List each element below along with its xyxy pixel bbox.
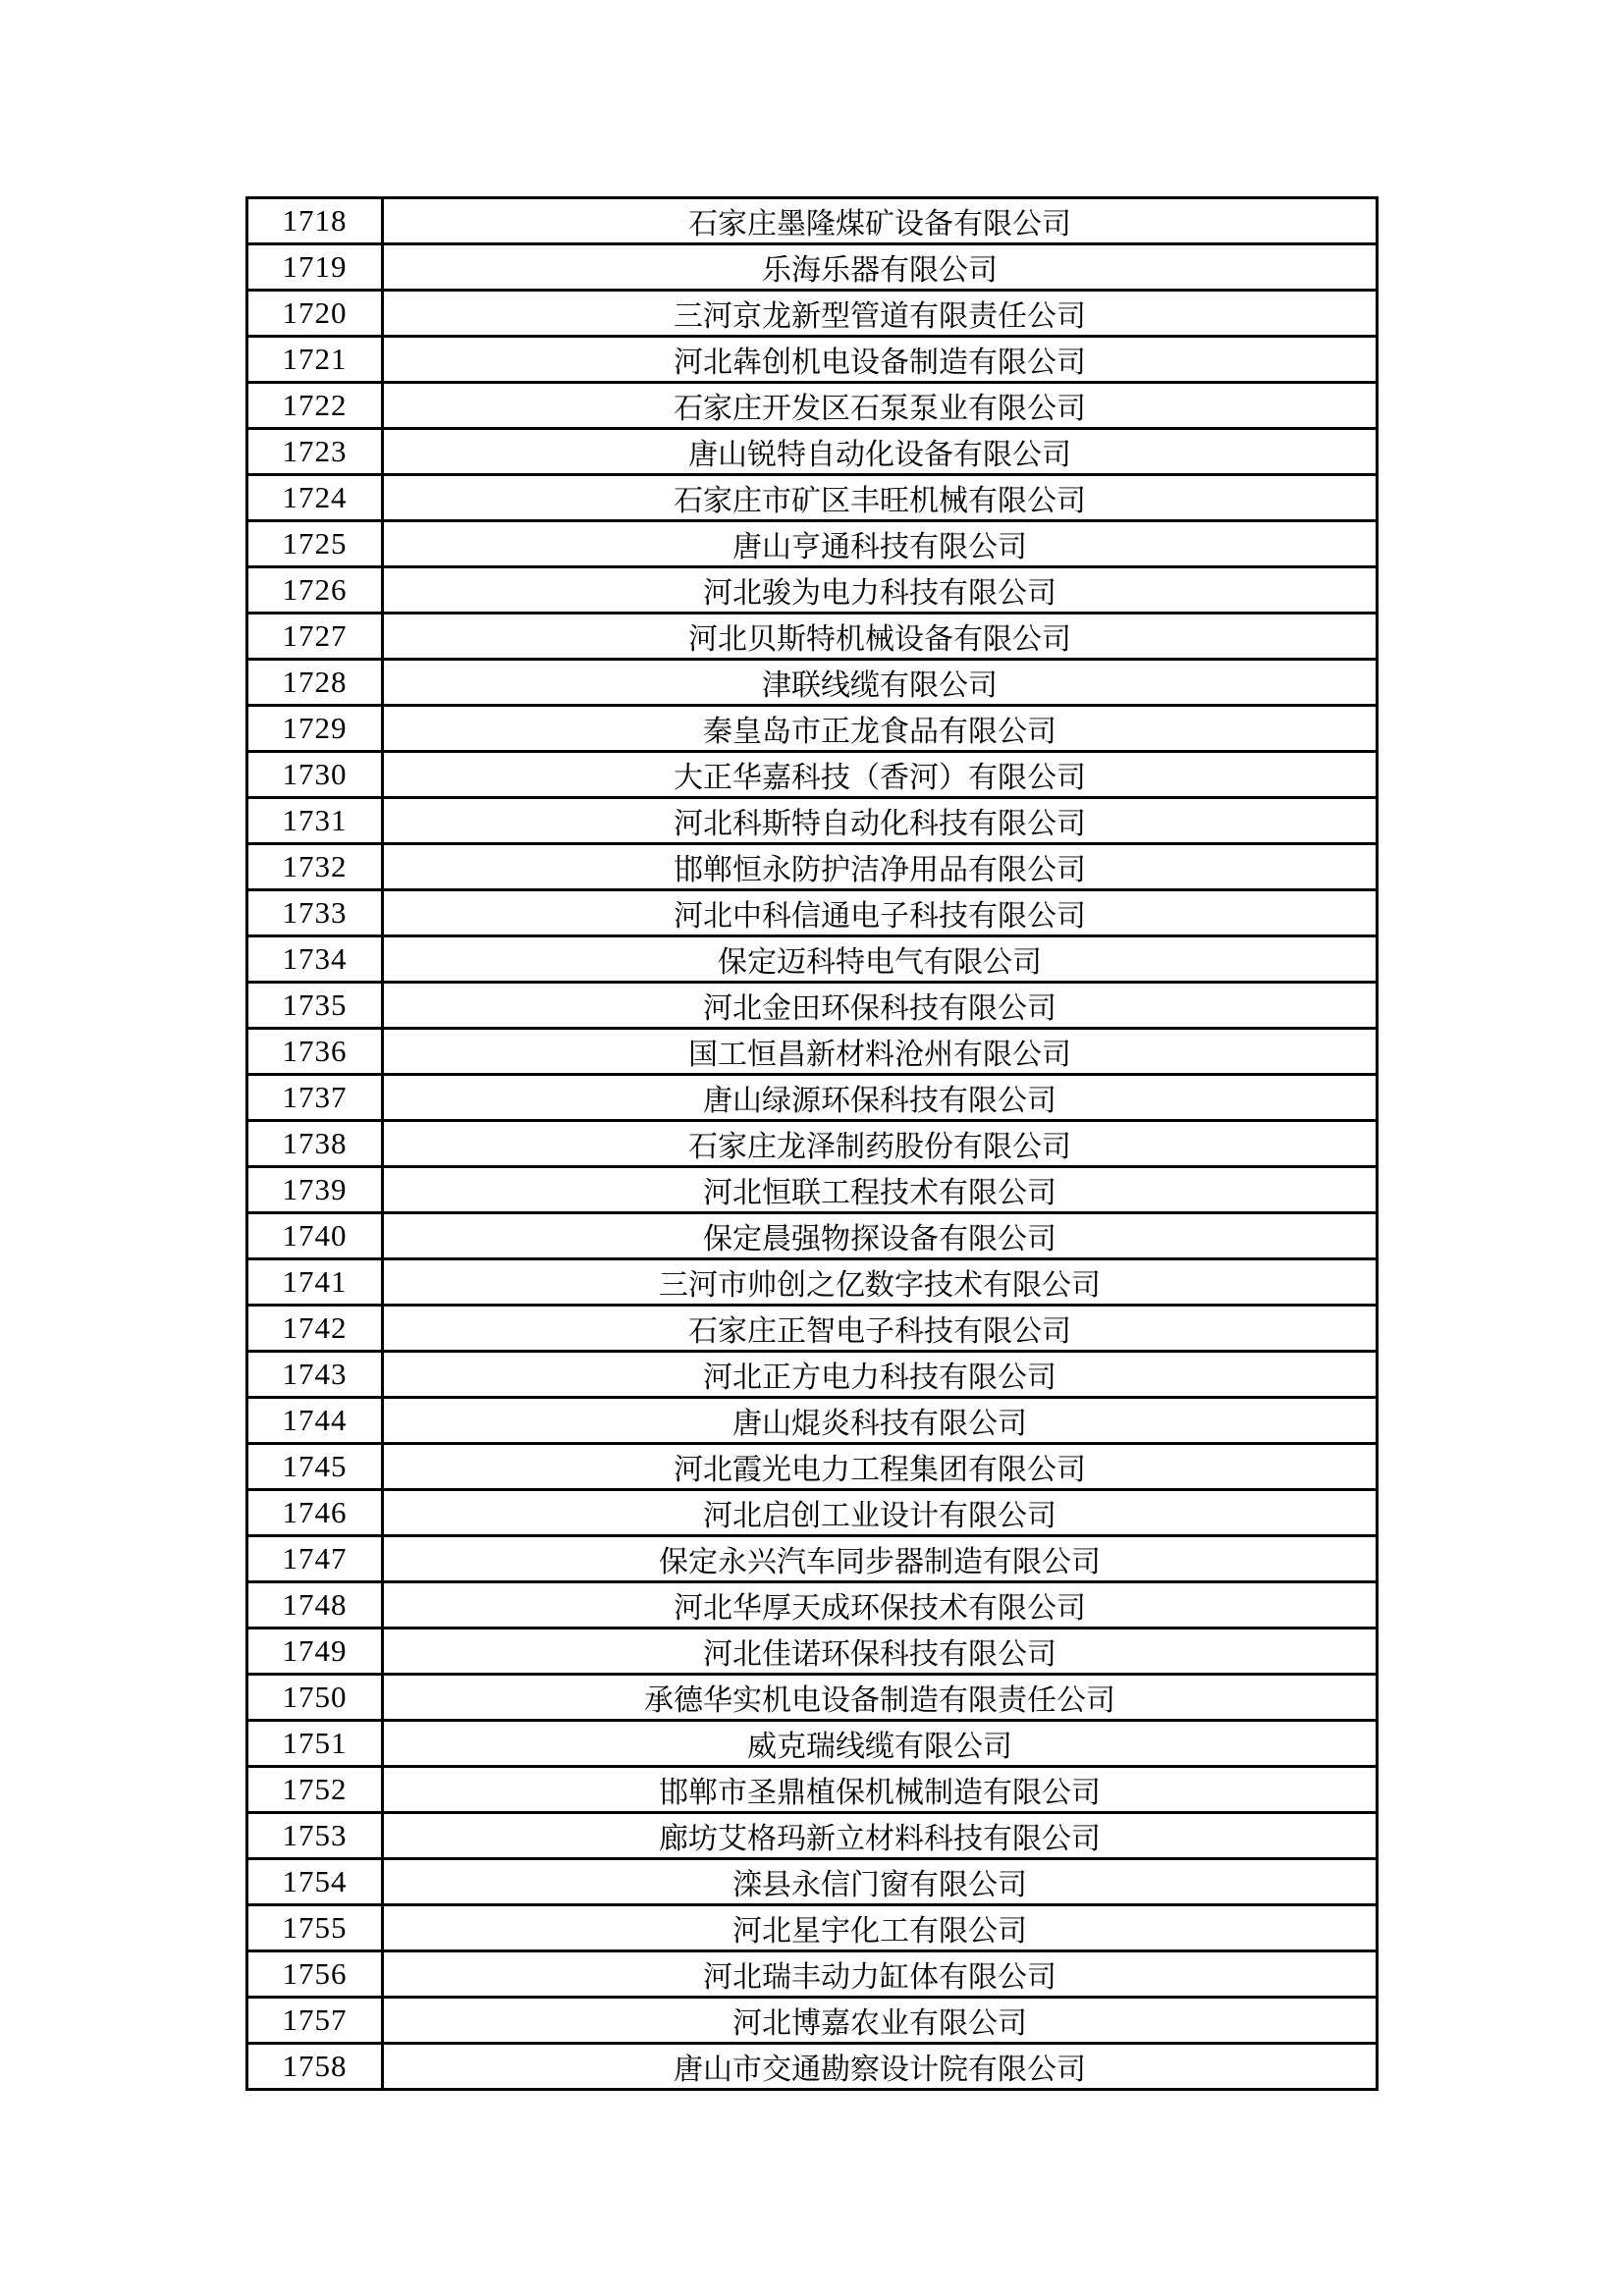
- row-number-cell: 1746: [247, 1490, 383, 1536]
- company-name-cell: 秦皇岛市正龙食品有限公司: [383, 706, 1378, 752]
- company-name-cell: 石家庄龙泽制药股份有限公司: [383, 1121, 1378, 1167]
- row-number-cell: 1725: [247, 521, 383, 567]
- company-name-cell: 石家庄正智电子科技有限公司: [383, 1306, 1378, 1352]
- row-number-cell: 1742: [247, 1306, 383, 1352]
- row-number-cell: 1718: [247, 198, 383, 244]
- company-name-cell: 河北科斯特自动化科技有限公司: [383, 798, 1378, 844]
- table-row: [247, 337, 1378, 383]
- company-name-cell: 三河市帅创之亿数字技术有限公司: [383, 1259, 1378, 1306]
- company-name-cell: 唐山市交通勘察设计院有限公司: [383, 2044, 1378, 2090]
- row-number-cell: 1745: [247, 1444, 383, 1490]
- table-row: [247, 936, 1378, 983]
- row-number-cell: 1751: [247, 1721, 383, 1767]
- row-number-cell: 1723: [247, 429, 383, 475]
- table-row: [247, 567, 1378, 614]
- row-number-cell: 1724: [247, 475, 383, 521]
- table-row: [247, 1859, 1378, 1905]
- row-number-cell: 1730: [247, 752, 383, 798]
- table-row: [247, 1167, 1378, 1213]
- company-name-cell: 河北犇创机电设备制造有限公司: [383, 337, 1378, 383]
- row-number-cell: 1733: [247, 890, 383, 936]
- row-number-cell: 1735: [247, 983, 383, 1029]
- table-row: [247, 660, 1378, 706]
- company-name-cell: 河北恒联工程技术有限公司: [383, 1167, 1378, 1213]
- table-row: [247, 244, 1378, 291]
- table-row: [247, 1675, 1378, 1721]
- company-name-cell: 河北贝斯特机械设备有限公司: [383, 614, 1378, 660]
- table-row: [247, 1029, 1378, 1075]
- company-name-cell: 威克瑞线缆有限公司: [383, 1721, 1378, 1767]
- row-number-cell: 1752: [247, 1767, 383, 1813]
- table-row: [247, 1629, 1378, 1675]
- company-name-cell: 石家庄市矿区丰旺机械有限公司: [383, 475, 1378, 521]
- company-name-cell: 三河京龙新型管道有限责任公司: [383, 291, 1378, 337]
- row-number-cell: 1740: [247, 1213, 383, 1259]
- row-number-cell: 1736: [247, 1029, 383, 1075]
- table-row: [247, 1398, 1378, 1444]
- company-name-cell: 河北瑞丰动力缸体有限公司: [383, 1951, 1378, 1998]
- table-row: [247, 614, 1378, 660]
- row-number-cell: 1726: [247, 567, 383, 614]
- table-row: [247, 844, 1378, 890]
- table-row: [247, 1306, 1378, 1352]
- company-name-cell: 邯郸市圣鼎植保机械制造有限公司: [383, 1767, 1378, 1813]
- row-number-cell: 1754: [247, 1859, 383, 1905]
- row-number-cell: 1729: [247, 706, 383, 752]
- company-name-cell: 保定晨强物探设备有限公司: [383, 1213, 1378, 1259]
- table-row: [247, 752, 1378, 798]
- row-number-cell: 1749: [247, 1629, 383, 1675]
- table-row: [247, 1813, 1378, 1859]
- row-number-cell: 1727: [247, 614, 383, 660]
- company-name-cell: 乐海乐器有限公司: [383, 244, 1378, 291]
- table-row: [247, 1121, 1378, 1167]
- table-row: [247, 1582, 1378, 1629]
- table-row: [247, 291, 1378, 337]
- row-number-cell: 1758: [247, 2044, 383, 2090]
- company-name-cell: 保定永兴汽车同步器制造有限公司: [383, 1536, 1378, 1582]
- company-name-cell: 石家庄开发区石泵泵业有限公司: [383, 383, 1378, 429]
- row-number-cell: 1743: [247, 1352, 383, 1398]
- row-number-cell: 1757: [247, 1998, 383, 2044]
- company-name-cell: 河北骏为电力科技有限公司: [383, 567, 1378, 614]
- row-number-cell: 1756: [247, 1951, 383, 1998]
- company-list-body: [247, 198, 1378, 2090]
- row-number-cell: 1720: [247, 291, 383, 337]
- row-number-cell: 1748: [247, 1582, 383, 1629]
- company-name-cell: 唐山亨通科技有限公司: [383, 521, 1378, 567]
- table-row: [247, 1444, 1378, 1490]
- company-name-cell: 廊坊艾格玛新立材料科技有限公司: [383, 1813, 1378, 1859]
- table-row: [247, 429, 1378, 475]
- row-number-cell: 1721: [247, 337, 383, 383]
- table-row: [247, 1721, 1378, 1767]
- company-name-cell: 滦县永信门窗有限公司: [383, 1859, 1378, 1905]
- row-number-cell: 1744: [247, 1398, 383, 1444]
- table-row: [247, 890, 1378, 936]
- table-row: [247, 2044, 1378, 2090]
- company-name-cell: 津联线缆有限公司: [383, 660, 1378, 706]
- table-row: [247, 1259, 1378, 1306]
- table-row: [247, 983, 1378, 1029]
- table-row: [247, 198, 1378, 244]
- row-number-cell: 1722: [247, 383, 383, 429]
- row-number-cell: 1738: [247, 1121, 383, 1167]
- table-row: [247, 383, 1378, 429]
- table-row: [247, 1075, 1378, 1121]
- company-name-cell: 唐山锐特自动化设备有限公司: [383, 429, 1378, 475]
- row-number-cell: 1731: [247, 798, 383, 844]
- company-name-cell: 河北霞光电力工程集团有限公司: [383, 1444, 1378, 1490]
- table-row: [247, 475, 1378, 521]
- row-number-cell: 1739: [247, 1167, 383, 1213]
- company-name-cell: 河北博嘉农业有限公司: [383, 1998, 1378, 2044]
- table-row: [247, 706, 1378, 752]
- company-name-cell: 河北佳诺环保科技有限公司: [383, 1629, 1378, 1675]
- table-row: [247, 1352, 1378, 1398]
- company-name-cell: 河北正方电力科技有限公司: [383, 1352, 1378, 1398]
- company-name-cell: 河北金田环保科技有限公司: [383, 983, 1378, 1029]
- table-row: [247, 1998, 1378, 2044]
- company-name-cell: 邯郸恒永防护洁净用品有限公司: [383, 844, 1378, 890]
- table-row: [247, 1767, 1378, 1813]
- row-number-cell: 1737: [247, 1075, 383, 1121]
- company-name-cell: 河北华厚天成环保技术有限公司: [383, 1582, 1378, 1629]
- row-number-cell: 1728: [247, 660, 383, 706]
- table-row: [247, 1951, 1378, 1998]
- company-name-cell: 承德华实机电设备制造有限责任公司: [383, 1675, 1378, 1721]
- row-number-cell: 1753: [247, 1813, 383, 1859]
- company-name-cell: 河北启创工业设计有限公司: [383, 1490, 1378, 1536]
- company-name-cell: 唐山绿源环保科技有限公司: [383, 1075, 1378, 1121]
- table-row: [247, 1490, 1378, 1536]
- company-list-table: [245, 196, 1379, 2091]
- row-number-cell: 1719: [247, 244, 383, 291]
- row-number-cell: 1750: [247, 1675, 383, 1721]
- row-number-cell: 1747: [247, 1536, 383, 1582]
- row-number-cell: 1734: [247, 936, 383, 983]
- table-row: [247, 521, 1378, 567]
- row-number-cell: 1732: [247, 844, 383, 890]
- table-row: [247, 1905, 1378, 1951]
- company-name-cell: 河北星宇化工有限公司: [383, 1905, 1378, 1951]
- company-name-cell: 石家庄墨隆煤矿设备有限公司: [383, 198, 1378, 244]
- row-number-cell: 1741: [247, 1259, 383, 1306]
- company-name-cell: 河北中科信通电子科技有限公司: [383, 890, 1378, 936]
- company-name-cell: 保定迈科特电气有限公司: [383, 936, 1378, 983]
- company-name-cell: 唐山焜炎科技有限公司: [383, 1398, 1378, 1444]
- table-row: [247, 1536, 1378, 1582]
- company-name-cell: 国工恒昌新材料沧州有限公司: [383, 1029, 1378, 1075]
- company-name-cell: 大正华嘉科技（香河）有限公司: [383, 752, 1378, 798]
- table-row: [247, 1213, 1378, 1259]
- row-number-cell: 1755: [247, 1905, 383, 1951]
- table-row: [247, 798, 1378, 844]
